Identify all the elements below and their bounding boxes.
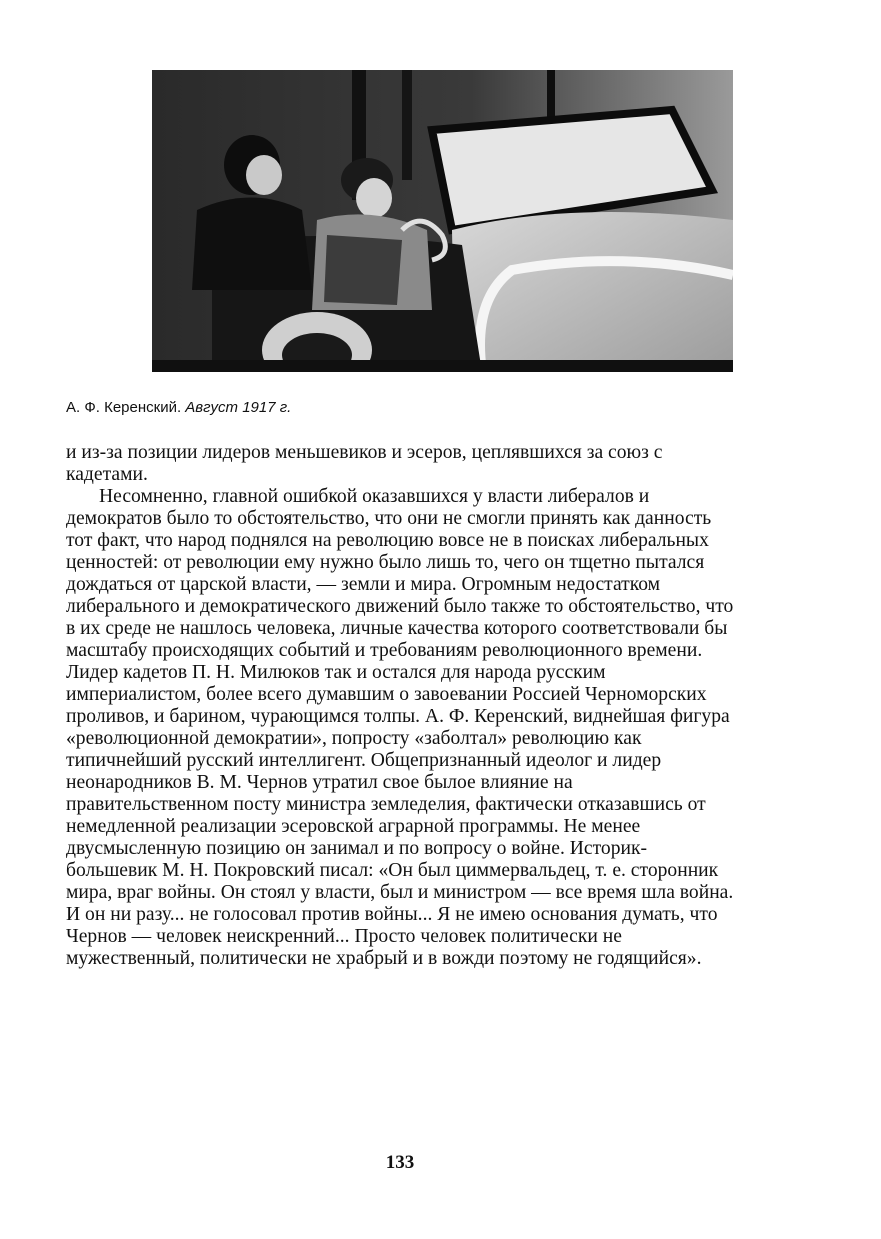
caption-date: Август 1917 г. [185,399,292,416]
paragraph-2-text: Несомненно, главной ошибкой оказавшихся у власти либералов и демократов было то обстоятельство, что они не смогли принять как данность тот факт, что народ поднялся на революцию вовсе не в поисках либеральных ценностей: от революции ему нужно было лишь то, чего он тщетно пытался дождаться от царской власти, — земли и мира. Огромным недостатком либерального и демократического движений было также то обстоятельство, что в их среде не нашлось человека, личные качества которого соответствовали бы масштабу происходящих событий и требованиям революционного времени. Лидер кадетов П. Н. Милюков так и остался для народа русским империалистом, более всего думавшим о завоевании Россией Черноморских проливов, и барином, чурающимся толпы. А. Ф. Керенский, виднейшая фигура «революционной демократии», попросту «заболтал» революцию как типичнейший русский интеллигент. Общепризнанный идеолог и лидер неонародников В. М. Чернов утратил свое былое влияние на правительственном посту министра земледелия, фактически отказавшись от немедленной реализации эсеровской аграрной программы. Не менее двусмысленную позицию он занимал и по вопросу о войне. Историк-большевик М. Н. Покровский писал: «Он был циммервальдец, т. е. сторонник мира, враг войны. Он стоял у власти, был и министром — все время шла война. И он ни разу... не голосовал против войны... Я не имею основания думать, что Чернов — человек неискренний... Просто человек политически не мужественный, политически не храбрый и в вожди поэтому не годящийся». [66,486,734,969]
photo-illustration [152,70,733,372]
paragraph-1-text: и из-за позиции лидеров меньшевиков и эсеров, цеплявшихся за союз с кадетами. [66,442,663,485]
photo-kerensky-in-car [152,70,733,372]
main-text [66,442,734,970]
paragraph-continuation [66,442,734,486]
photo-caption [66,398,291,418]
page-number: 133 [385,1152,415,1173]
paragraph-main [66,486,734,970]
caption-person: А. Ф. Керенский. [66,399,182,416]
